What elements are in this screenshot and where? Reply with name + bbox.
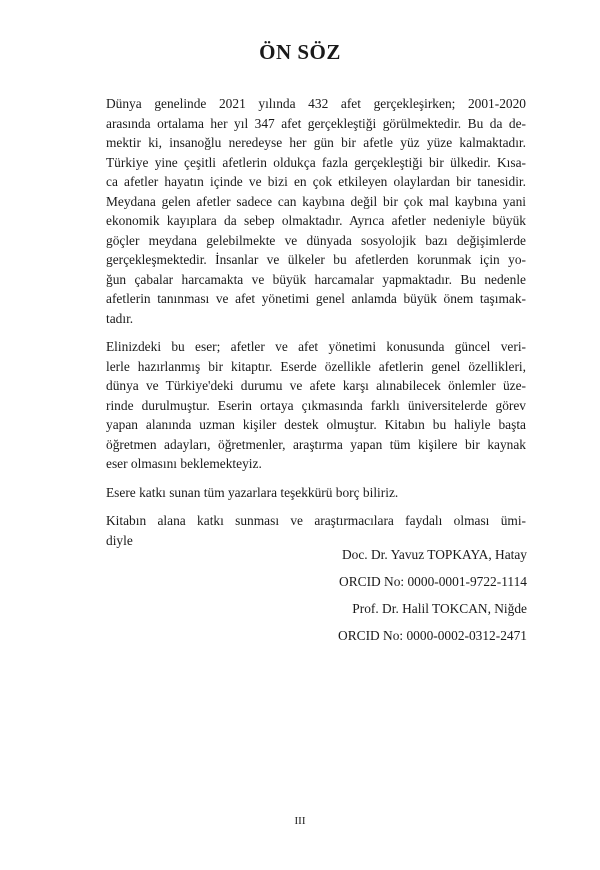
text-line: Meydana gelen afetler sadece can kaybına değil bir çok mal kaybına yani <box>106 193 526 209</box>
text-line: arasında ortalama her yıl 347 afet gerçekleştiği görülmektedir. Bu da de- <box>106 115 526 131</box>
text-line: afetlerin tanınması ve afet yönetimi genel anlamda büyük önem taşımak- <box>106 291 526 306</box>
text-line: eser olmasını beklemekteyiz. <box>106 456 262 471</box>
text-line: ca afetler hayatın içinde ve bizi en çok etkileyen olaylardan bir tanesidir. <box>106 174 526 189</box>
author-2: Prof. Dr. Halil TOKCAN, Niğde <box>352 601 527 616</box>
text-line: gerçekleşmektedir. İnsanlar ve ülkeler bu afetlerden korunmak için yo- <box>106 252 526 267</box>
author-1: Doc. Dr. Yavuz TOPKAYA, Hatay <box>342 547 527 562</box>
preface-body <box>80 94 526 559</box>
paragraph-1 <box>80 94 526 328</box>
text-line: Esere katkı sunan tüm yazarlara teşekkürü borç biliriz. <box>106 484 399 500</box>
text-line: Elinizdeki bu eser; afetler ve afet yönetimi konusunda güncel veri- <box>106 339 526 354</box>
author-2-orcid: ORCID No: 0000-0002-0312-2471 <box>338 628 527 643</box>
text-line: göçler meydana gelebilmekte ve dünyada sosyolojik bazı değişimlerde <box>106 232 526 248</box>
text-line: ekonomik kayıplara da sebep olmaktadır. Ayrıca afetler nedeniyle büyük <box>106 213 526 228</box>
text-line: Kitabın alana katkı sunması ve araştırmacılara faydalı olması ümi- <box>106 513 526 528</box>
page-number: III <box>294 815 306 827</box>
signature-block <box>338 541 527 649</box>
author-1-orcid: ORCID No: 0000-0001-9722-1114 <box>339 574 527 589</box>
text-line: tadır. <box>106 310 134 326</box>
text-line: ğun çabalar harcamakta ve büyük harcamalar yapmaktadır. Bu nedenle <box>106 271 526 287</box>
text-line: öğretmen adayları, öğretmenler, araştırma yapan tüm kişilere bir kaynak <box>106 436 526 452</box>
text-line: diyle <box>106 532 133 548</box>
text-line: Türkiye yine çeşitli afetlerin oldukça fazla gerçekleştiği bir ülkedir. Kısa- <box>106 154 526 170</box>
page-title: ÖN SÖZ <box>259 40 341 64</box>
text-line: Dünya genelinde 2021 yılında 432 afet gerçekleşirken; 2001-2020 <box>106 96 526 111</box>
text-line: mektir ki, insanoğlu neredeyse her gün bir afetle yüz yüze kalmaktadır. <box>106 135 526 150</box>
paragraph-2 <box>80 337 526 474</box>
text-line: rinde durulmuştur. Eserin ortaya çıkmasında farklı üniversitelerde görev <box>106 397 526 413</box>
text-line: yapan alanında uzman kişiler destek olmuştur. Kitabın bu haliyle başta <box>106 417 526 432</box>
text-line: lerle hazırlanmış bir kitaptır. Eserde özellikle afetlerin genel özellikleri, <box>106 358 526 374</box>
paragraph-3 <box>80 483 526 503</box>
text-line: dünya ve Türkiye'deki durumu ve afete karşı alınabilecek önlemler üze- <box>106 378 526 393</box>
